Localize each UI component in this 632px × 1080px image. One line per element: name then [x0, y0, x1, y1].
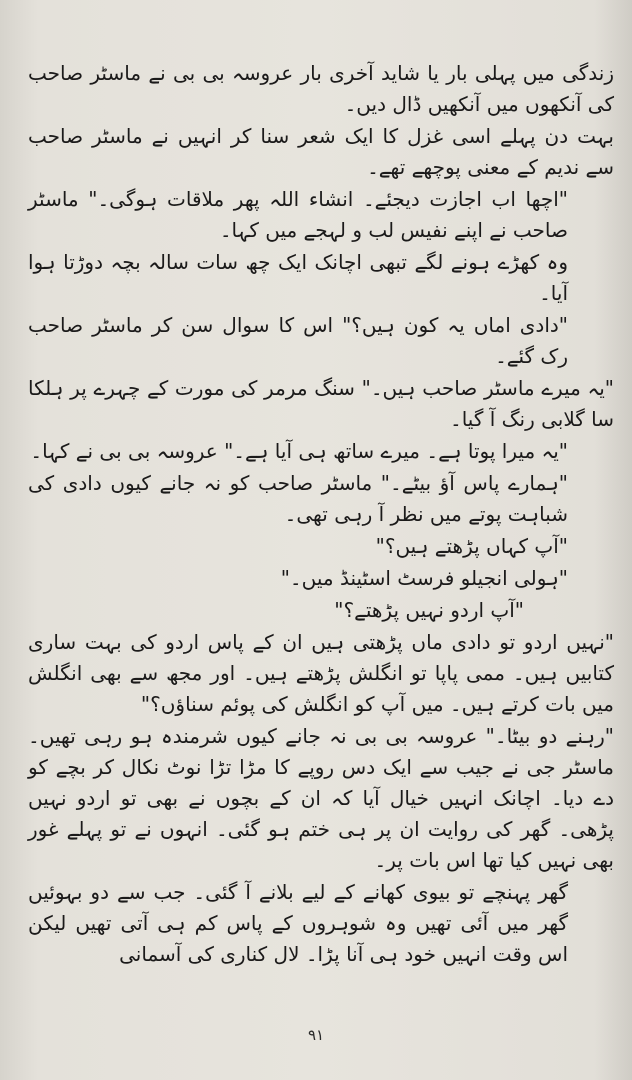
- paragraph-4: وہ کھڑے ہونے لگے تبھی اچانک ایک چھ سات سالہ بچہ دوڑتا ہوا آیا۔: [28, 250, 568, 305]
- paragraph-11: "آپ اردو نہیں پڑھتے؟": [334, 598, 524, 622]
- paragraph-9: "آپ کہاں پڑھتے ہیں؟": [375, 534, 568, 558]
- paragraph-12: "نہیں اردو تو دادی ماں پڑھتی ہیں ان کے پاس اردو کی بہت ساری کتابیں ہیں۔ ممی پاپا تو انگلش پڑھتے ہیں۔ اور مجھ سے بھی انگلش میں بات کرتے ہیں۔ میں آپ کو انگلش کی پوئم سناؤں؟": [28, 630, 614, 716]
- paragraph-6: "یہ میرے ماسٹر صاحب ہیں۔" سنگ مرمر کی مورت کے چہرے پر ہلکا سا گلابی رنگ آ گیا۔: [28, 376, 614, 431]
- page-number: ۹۱: [307, 1026, 325, 1044]
- paragraph-13: "رہنے دو بیٹا۔" عروسہ بی بی نہ جانے کیوں شرمندہ ہو رہی تھیں۔ ماسٹر جی نے جیب سے ایک دس روپے کا مڑا تڑا نوٹ نکال کر بچے کو دے دیا۔ اچانک انہیں خیال آیا کہ ان کے بچوں نے بھی تو اردو نہیں پڑھی۔ گھر کی روایت ان پر ہی ختم ہو گئی۔ انہوں نے تو پہلے غور بھی نہیں کیا تھا اس بات پر۔: [28, 724, 614, 872]
- paragraph-2: بہت دن پہلے اسی غزل کا ایک شعر سنا کر انہیں نے ماسٹر صاحب سے ندیم کے معنی پوچھے تھے۔: [28, 124, 614, 179]
- paragraph-8: "ہمارے پاس آؤ بیٹے۔" ماسٹر صاحب کو نہ جانے کیوں دادی کی شباہت پوتے میں نظر آ رہی تھی۔: [28, 471, 568, 526]
- paragraph-5: "دادی اماں یہ کون ہیں؟" اس کا سوال سن کر ماسٹر صاحب رک گئے۔: [28, 313, 568, 368]
- paragraph-14: گھر پہنچے تو بیوی کھانے کے لیے بلانے آ گئی۔ جب سے دو بہوئیں گھر میں آئی تھیں وہ شوہروں کے پاس کم ہی آتی تھیں لیکن اس وقت انہیں خود ہی آنا پڑا۔ لال کناری کی آسمانی: [28, 880, 568, 966]
- paragraph-10: "ہولی انجیلو فرسٹ اسٹینڈ میں۔": [280, 566, 568, 590]
- page-body-text: [28, 58, 614, 971]
- paragraph-1: زندگی میں پہلی بار یا شاید آخری بار عروسہ بی بی نے ماسٹر صاحب کی آنکھوں میں آنکھیں ڈال دیں۔: [28, 61, 614, 116]
- paragraph-3: "اچھا اب اجازت دیجئے۔ انشاء اللہ پھر ملاقات ہوگی۔" ماسٹر صاحب نے اپنے نفیس لب و لہجے میں کہا۔: [28, 187, 568, 242]
- paragraph-7: "یہ میرا پوتا ہے۔ میرے ساتھ ہی آیا ہے۔" عروسہ بی بی نے کہا۔: [30, 439, 568, 463]
